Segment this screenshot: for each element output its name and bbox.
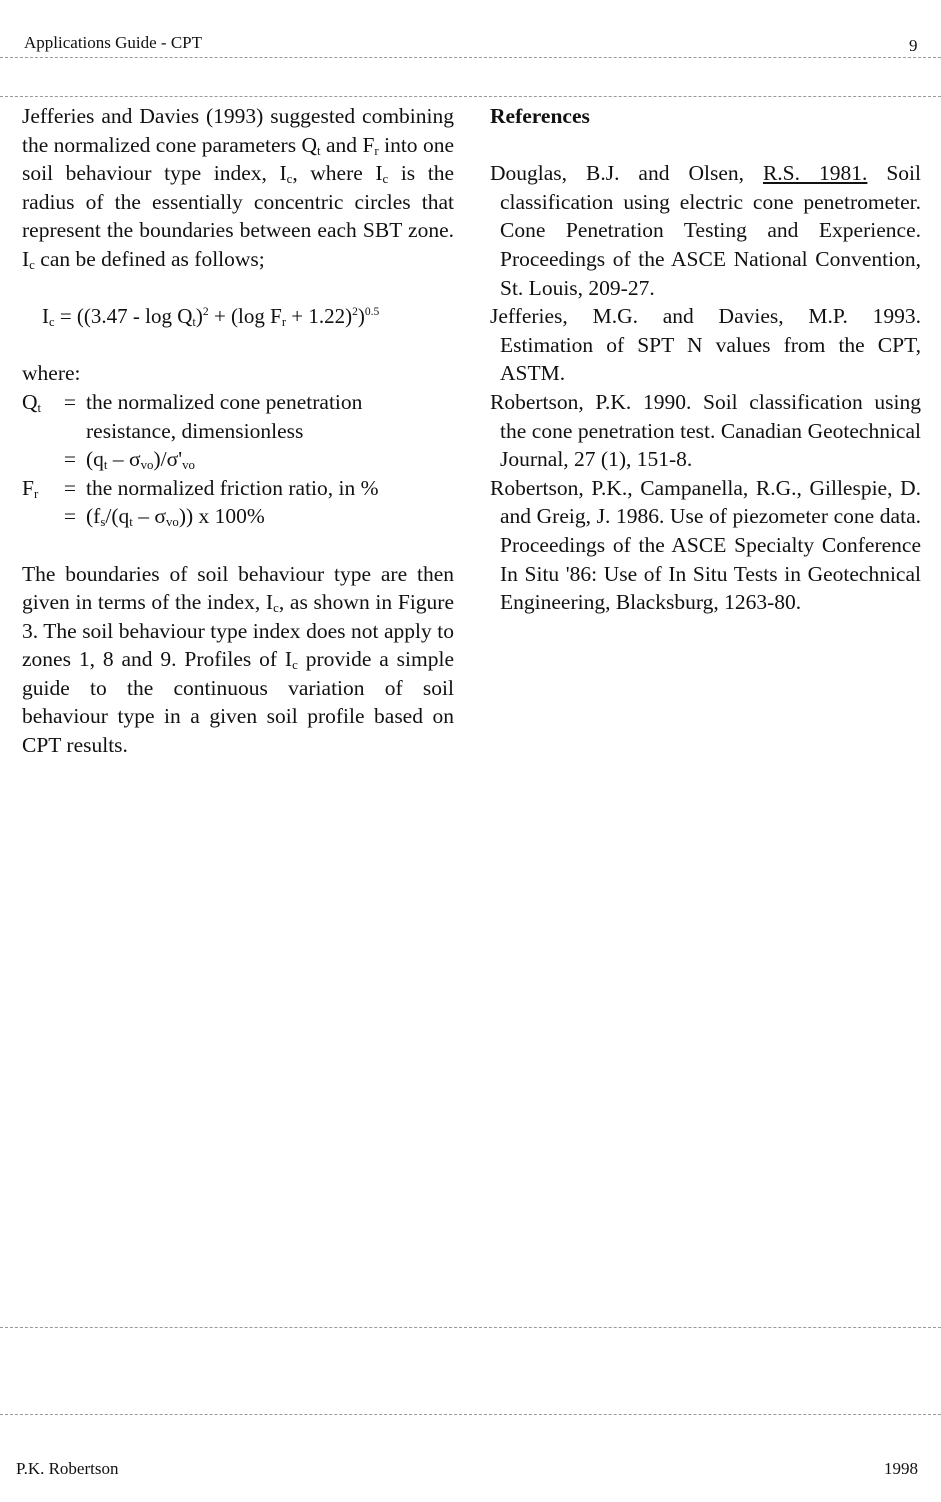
scan-artifact-rule xyxy=(0,1327,941,1328)
reference-item: Robertson, P.K. 1990. Soil classification using the cone penetration test. Canadian Geotechnical Journal, 27 (1), 151-8. xyxy=(490,389,921,472)
left-column xyxy=(22,102,454,760)
reference-item: Robertson, P.K., Campanella, R.G., Gillespie, D. and Greig, J. 1986. Use of piezometer cone data. Proceedings of the ASCE Specialty Conference In Situ '86: Use of In Situ Tests in Geotechnical Engineering, Blacksburg, 1263-80. xyxy=(490,475,921,615)
footer-year: 1998 xyxy=(884,1459,918,1478)
where-label: where: xyxy=(22,361,81,386)
running-header: Applications Guide - CPT xyxy=(24,33,203,52)
intro-paragraph: Jefferies and Davies (1993) suggested combining the normalized cone parameters $Q_t$ and $F_r$ into one soil behaviour type index, $I_c$, where $I_c$ is the radius of the essentially concentric circles that represent the boundaries between each SBT zone. $I_c$ can be defined as follows; xyxy=(22,104,454,273)
definitions-list: $Q_t$ = the normalized cone penetration resistance, dimensionless = $(q_t - \sigma_{vo})/\sigma'_{vo}$ $F_r$ = the normalized friction ratio, in % = $(f_s/(q_t - \sigma_{vo}))$ x 100% xyxy=(22,388,454,531)
ic-formula: $I_c = ((3.47 - \log Q_t)^2 + (\log$ $F_r + 1.22)^2)^{0.5}$ xyxy=(42,304,380,330)
definition-qt-formula: = $(q_t - \sigma_{vo})/\sigma'_{vo}$ xyxy=(63,447,195,473)
footer-author: P.K. Robertson xyxy=(16,1459,119,1478)
header-rule-lower xyxy=(0,96,941,97)
definition-fr-formula: = $(f_s/(q_t - \sigma_{vo}))$ x 100% xyxy=(63,504,265,530)
definition-fr: $F_r$ = the normalized friction ratio, in % xyxy=(22,475,379,501)
references-heading: References xyxy=(490,104,590,128)
scan-artifact-rule xyxy=(0,1414,941,1415)
reference-item: Douglas, B.J. and Olsen, R.S. 1981. Soil classification using electric cone penetrometer. Cone Penetration Testing and Experience. Proceedings of the ASCE National Convention, St. Louis, 209-27. xyxy=(490,161,922,300)
closing-paragraph: The boundaries of soil behaviour type are then given in terms of the index, $I_c$, as shown in Figure 3. The soil behaviour type index does not apply to zones 1, 8 and 9. Profiles of $I_c$ provide a simple guide to the continuous variation of soil behaviour type in a given soil profile based on CPT results. xyxy=(22,561,454,758)
definition-qt: $Q_t$ = the normalized cone penetration xyxy=(22,389,363,416)
reference-item: Jefferies, M.G. and Davies, M.P. 1993. Estimation of SPT N values from the CPT, ASTM. xyxy=(490,304,921,386)
references-column xyxy=(490,102,921,617)
page-number: 9 xyxy=(909,36,918,55)
header-rule xyxy=(0,57,941,58)
